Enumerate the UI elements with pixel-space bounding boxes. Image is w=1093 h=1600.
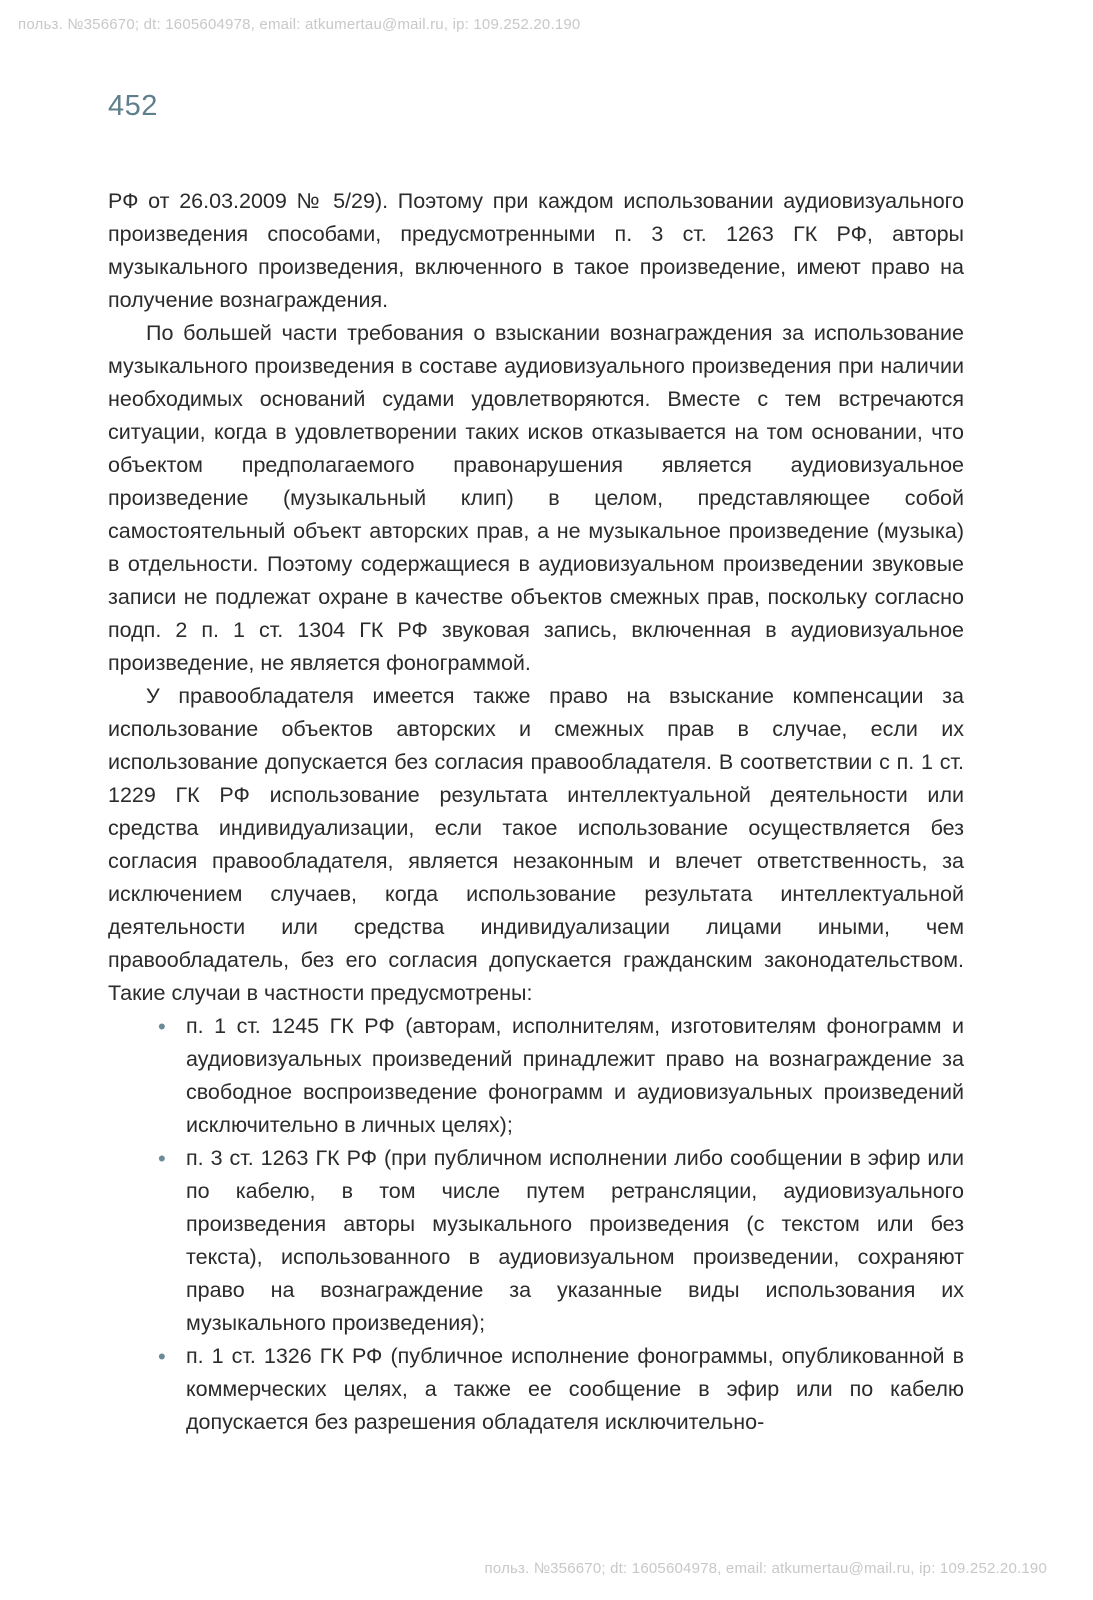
list-item-text: п. 1 ст. 1245 ГК РФ (авторам, исполнителям, изготовителям фонограмм и аудиовизуальных произведений принадлежит право на вознаграждение за свободное воспроизведение фонограмм и аудиовизуальных произведений исключительно в личных целях); (186, 1014, 964, 1137)
bullet-icon: • (158, 1146, 166, 1171)
page-number: 452 (108, 90, 158, 122)
watermark-top: польз. №356670; dt: 1605604978, email: atkumertau@mail.ru, ip: 109.252.20.190 (18, 16, 581, 33)
paragraph: По большей части требования о взыскании вознаграждения за использование музыкального произведения в составе аудиовизуального произведения при наличии необходимых оснований судами удовлетворяются. Вместе с тем встречаются ситуации, когда в удовлетворении таких исков отказывается на том основании, что объектом предполагаемого правонарушения является аудиовизуальное произведение (музыкальный клип) в целом, представляющее собой самостоятельный объект авторских прав, а не музыкальное произведение (музыка) в отдельности. Поэтому содержащиеся в аудиовизуальном произведении звуковые записи не подлежат охране в качестве объектов смежных прав, поскольку согласно подп. 2 п. 1 ст. 1304 ГК РФ звуковая запись, включенная в аудиовизуальное произведение, не является фонограммой. (108, 321, 964, 675)
list-item (108, 1340, 964, 1439)
paragraph: У правообладателя имеется также право на взыскание компенсации за использование объектов авторских и смежных прав в случае, если их использование допускается без согласия правообладателя. В соответствии с п. 1 ст. 1229 ГК РФ использование результата интеллектуальной деятельности или средства индивидуализации, если такое использование осуществляется без согласия правообладателя, является незаконным и влечет ответственность, за исключением случаев, когда использование результата интеллектуальной деятельности или средства индивидуализации лицами иными, чем правообладатель, без его согласия допускается гражданским законодательством. Такие случаи в частности предусмотрены: (108, 684, 964, 1005)
bullet-list (108, 1010, 964, 1439)
list-item (108, 1142, 964, 1340)
list-item (108, 1010, 964, 1142)
page-body (108, 185, 964, 1439)
list-item-text: п. 1 ст. 1326 ГК РФ (публичное исполнение фонограммы, опубликованной в коммерческих целях, а также ее сообщение в эфир или по кабелю допускается без разрешения обладателя исключительно- (186, 1344, 964, 1434)
bullet-icon: • (158, 1344, 166, 1369)
paragraph-continued: РФ от 26.03.2009 № 5/29). Поэтому при каждом использовании аудиовизуального произведения способами, предусмотренными п. 3 ст. 1263 ГК РФ, авторы музыкального произведения, включенного в такое произведение, имеют право на получение вознаграждения. (108, 189, 964, 312)
list-item-text: п. 3 ст. 1263 ГК РФ (при публичном исполнении либо сообщении в эфир или по кабелю, в том числе путем ретрансляции, аудиовизуального произведения авторы музыкального произведения (с текстом или без текста), использованного в аудиовизуальном произведении, сохраняют право на вознаграждение за указанные виды использования их музыкального произведения); (186, 1146, 964, 1335)
bullet-icon: • (158, 1014, 166, 1039)
watermark-bottom: польз. №356670; dt: 1605604978, email: atkumertau@mail.ru, ip: 109.252.20.190 (484, 1560, 1047, 1577)
